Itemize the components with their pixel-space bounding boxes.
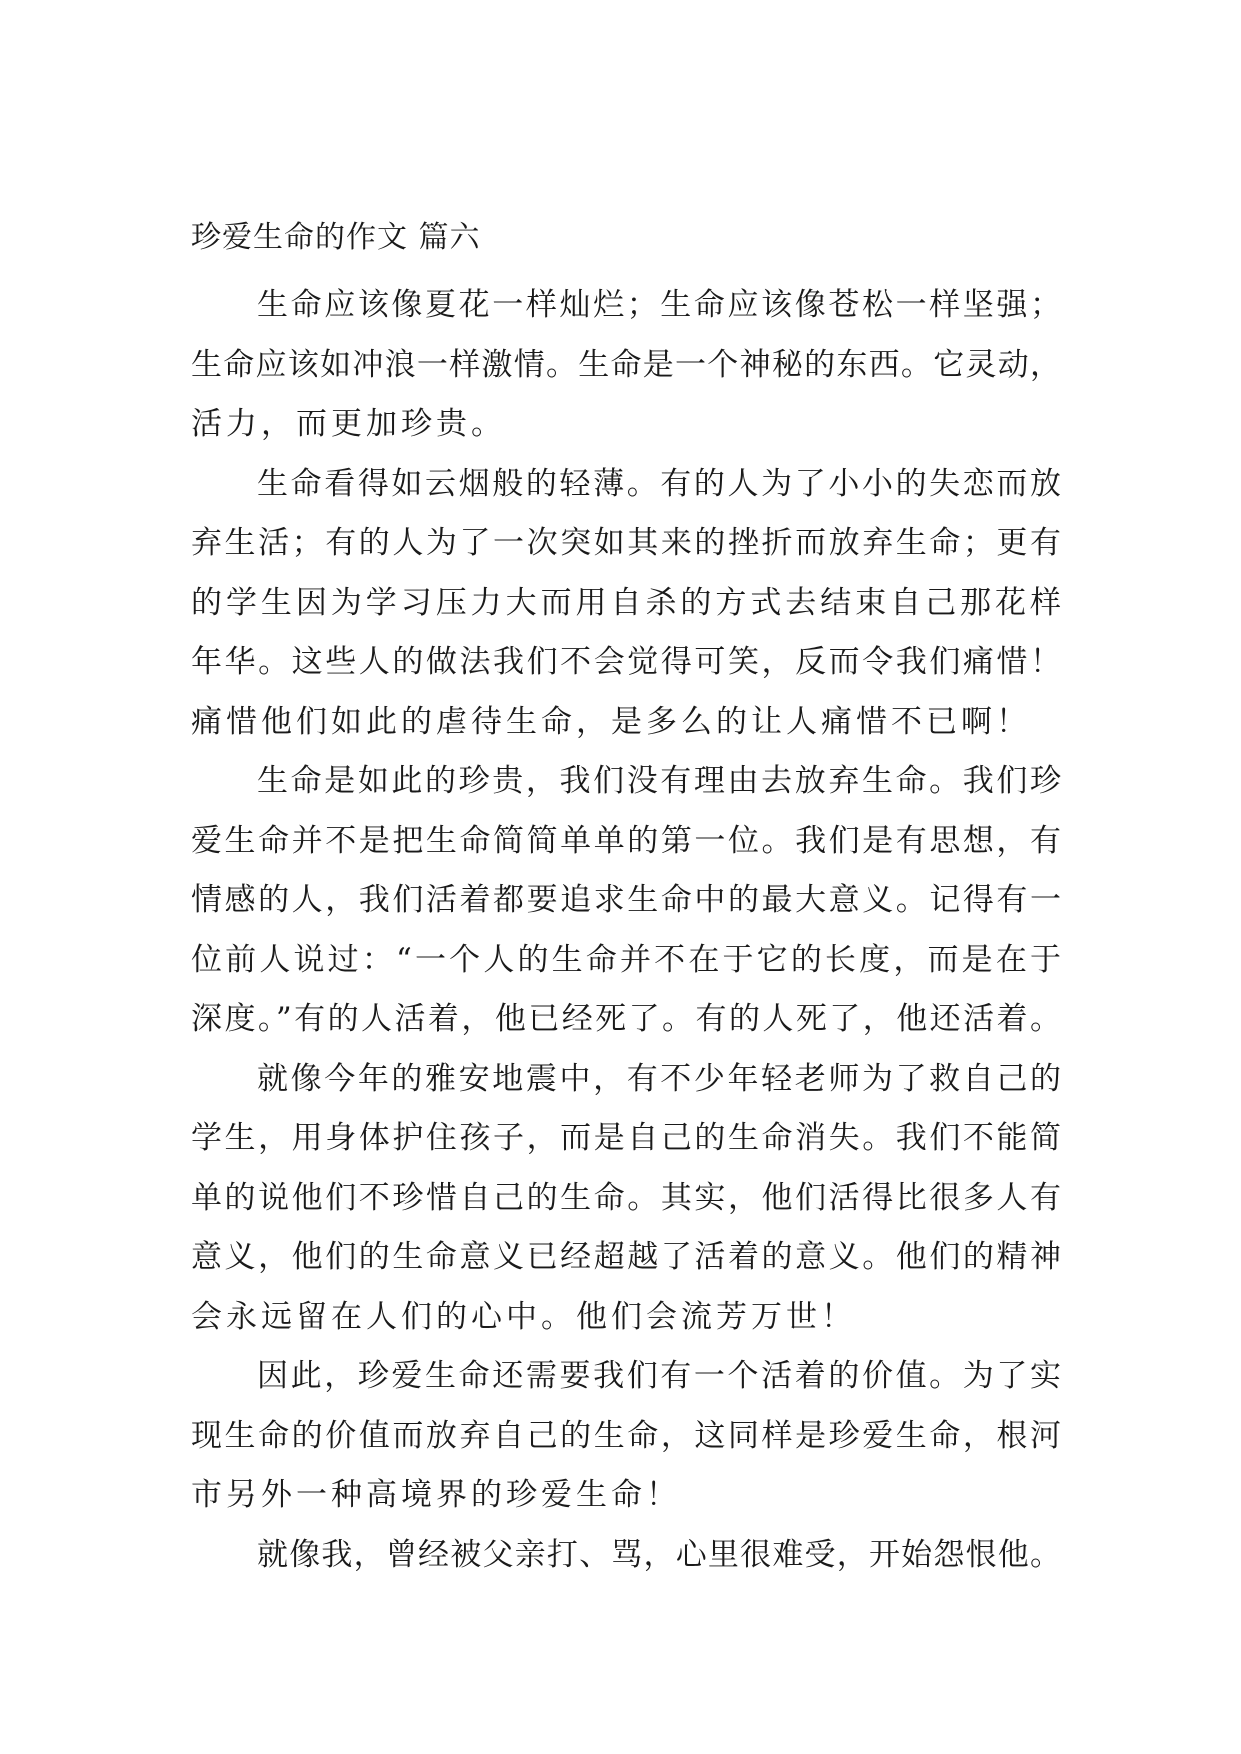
text-line: 市另外一种高境界的珍爱生命！ <box>191 1477 681 1513</box>
text-line: 会永远留在人们的心中。他们会流芳万世！ <box>191 1298 856 1335</box>
paragraph-3 <box>191 752 1061 1050</box>
paragraph-1 <box>191 276 1061 455</box>
text-line: 单的说他们不珍惜自己的生命。其实，他们活得比很多人有 <box>191 1179 1061 1216</box>
text-line: 现生命的价值而放弃自己的生命，这同样是珍爱生命，根河 <box>191 1417 1061 1454</box>
text-line: 意义，他们的生命意义已经超越了活着的意义。他们的精神 <box>191 1239 1061 1275</box>
paragraph-4 <box>191 1050 1061 1348</box>
text-line: 爱生命并不是把生命简简单单的第一位。我们是有思想，有 <box>191 822 1061 859</box>
text-line: 深度。”有的人活着，他已经死了。有的人死了，他还活着。 <box>191 1001 1061 1037</box>
document-title: 珍爱生命的作文 篇六 <box>191 220 481 255</box>
text-line: 因此，珍爱生命还需要我们有一个活着的价值。为了实 <box>257 1358 1061 1394</box>
text-line: 活力，而更加珍贵。 <box>191 406 506 442</box>
text-line: 弃生活；有的人为了一次突如其来的挫折而放弃生命；更有 <box>191 525 1061 561</box>
text-line: 的学生因为学习压力大而用自杀的方式去结束自己那花样 <box>191 584 1061 621</box>
text-line: 生命看得如云烟般的轻薄。有的人为了小小的失恋而放 <box>257 465 1061 502</box>
text-line: 生命应该如冲浪一样激情。生命是一个神秘的东西。它灵动， <box>191 346 1061 383</box>
text-line: 就像我，曾经被父亲打、骂，心里很难受，开始怨恨他。 <box>257 1536 1061 1573</box>
text-line: 情感的人，我们活着都要追求生命中的最大意义。记得有一 <box>191 882 1061 918</box>
text-line: 位前人说过：“一个人的生命并不在于它的长度，而是在于 <box>191 941 1061 978</box>
text-line: 痛惜他们如此的虐待生命，是多么的让人痛惜不已啊！ <box>191 703 1031 740</box>
paragraph-5 <box>191 1347 1061 1526</box>
text-line: 学生，用身体护住孩子，而是自己的生命消失。我们不能简 <box>191 1120 1061 1156</box>
text-line: 年华。这些人的做法我们不会觉得可笑，反而令我们痛惜！ <box>191 644 1061 680</box>
paragraph-6 <box>191 1526 1061 1586</box>
paragraph-2 <box>191 455 1061 753</box>
text-line: 就像今年的雅安地震中，有不少年轻老师为了救自己的 <box>257 1060 1061 1097</box>
text-line: 生命是如此的珍贵，我们没有理由去放弃生命。我们珍 <box>257 763 1061 799</box>
text-line: 生命应该像夏花一样灿烂；生命应该像苍松一样坚强； <box>257 287 1061 323</box>
document-body <box>191 218 1061 1585</box>
